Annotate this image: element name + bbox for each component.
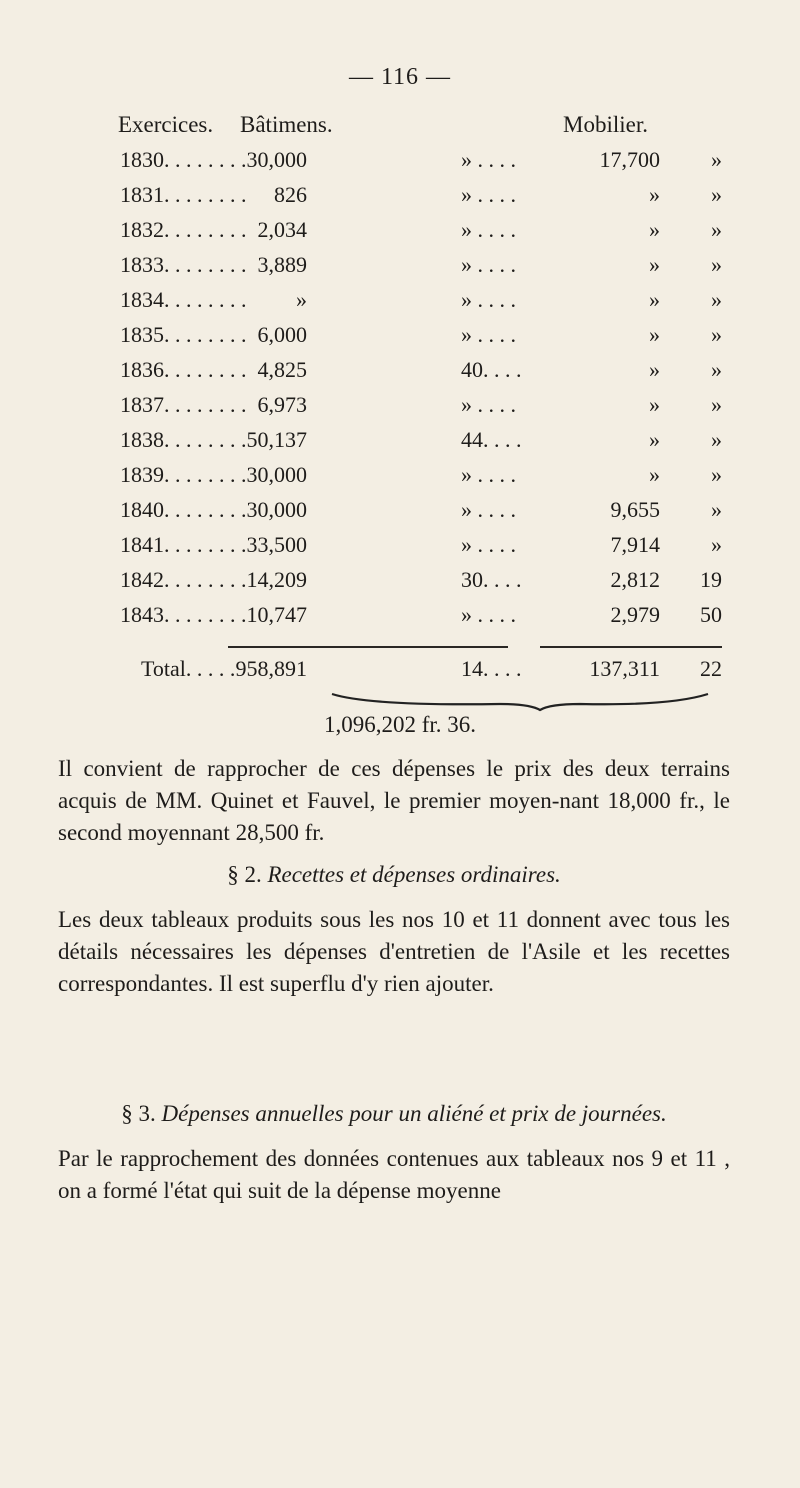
mobilier-cell: 17,700 [599,147,660,172]
mobilier-cell: 7,914 [610,532,660,557]
mobilier-cell: » [649,427,660,452]
batimens-cents-cell: » . . . . [461,217,516,242]
grand-total: 1,096,202 fr. 36. [323,712,477,737]
batimens-cell: 33,500 [246,532,307,557]
batimens-cents-cell: » . . . . [461,322,516,347]
table-row [0,287,800,321]
section-heading-2 [58,862,730,888]
mobilier-cell: » [649,287,660,312]
section-number: § 2. [227,862,262,887]
total-row [0,656,800,690]
batimens-cell: 30,000 [246,147,307,172]
header-exercices: Exercices. [118,112,214,137]
year-cell: 1837. . . . . . . . [120,392,247,417]
section-title: Recettes et dépenses ordinaires. [267,862,561,887]
paragraph-terrains [58,753,730,849]
mobilier-cents-cell: 19 [700,567,722,592]
year-cell: 1840. . . . . . . . [120,497,247,522]
year-cell: 1836. . . . . . . . [120,357,247,382]
table-row [0,497,800,531]
paragraph-text: Il convient de rapprocher de ces dépenses le prix des deux terrains acquis de MM. Quinet et Fauvel, le premier moyen-nant 18,000 fr., le second moyennant 28,500 fr. [58,756,730,845]
table-row [0,602,800,636]
mobilier-cell: » [649,252,660,277]
mobilier-cents-cell: » [711,497,722,522]
batimens-cents-cell: » . . . . [461,462,516,487]
batimens-cents-cell: » . . . . [461,182,516,207]
year-cell: 1833. . . . . . . . [120,252,247,277]
table-row [0,427,800,461]
mobilier-cell: 2,812 [610,567,660,592]
batimens-cell: 30,000 [246,462,307,487]
batimens-cell: 50,137 [246,427,307,452]
mobilier-cell: » [649,462,660,487]
section-number: § 3. [121,1101,156,1126]
page-number: — 116 — [348,64,452,90]
mobilier-cell: » [649,322,660,347]
year-cell: 1832. . . . . . . . [120,217,247,242]
batimens-cell: 6,000 [257,322,307,347]
section-heading-3 [58,1101,730,1127]
batimens-cell: 14,209 [246,567,307,592]
section-title: Dépenses annuelles pour un aliéné et prix de journées. [161,1101,667,1126]
year-cell: 1835. . . . . . . . [120,322,247,347]
paragraph-rapprochement [58,1143,730,1207]
year-cell: 1834. . . . . . . . [120,287,247,312]
table-row [0,252,800,286]
mobilier-cents-cell: » [711,427,722,452]
table-row [0,357,800,391]
total-rule-right [540,646,722,648]
total-batimens-cents: 14. . . . [461,656,522,681]
batimens-cell: 2,034 [257,217,307,242]
paragraph-text: Les deux tableaux produits sous les nos 10 et 11 donnent avec tous les détails nécessaires les dépenses d'entretien de l'Asile et les recettes correspondantes. Il est superflu d'y rien ajouter. [58,907,730,996]
mobilier-cents-cell: » [711,532,722,557]
batimens-cell: 826 [274,182,307,207]
year-cell: 1842. . . . . . . . [120,567,247,592]
year-cell: 1831. . . . . . . . [120,182,247,207]
batimens-cents-cell: » . . . . [461,147,516,172]
mobilier-cents-cell: » [711,287,722,312]
batimens-cents-cell: 44. . . . [461,427,522,452]
paragraph-tableaux [58,904,730,1000]
total-mobilier-cents: 22 [700,656,722,681]
total-label: Total. . . . . [141,656,236,681]
mobilier-cents-cell: » [711,252,722,277]
mobilier-cell: » [649,182,660,207]
mobilier-cents-cell: » [711,217,722,242]
year-cell: 1839. . . . . . . . [120,462,247,487]
total-brace [330,692,710,712]
mobilier-cents-cell: » [711,322,722,347]
batimens-cents-cell: 30. . . . [461,567,522,592]
mobilier-cents-cell: 50 [700,602,722,627]
header-batimens: Bâtimens. [240,112,333,137]
batimens-cell: 30,000 [246,497,307,522]
batimens-cents-cell: » . . . . [461,252,516,277]
mobilier-cents-cell: » [711,357,722,382]
batimens-cell: 6,973 [257,392,307,417]
mobilier-cell: 2,979 [610,602,660,627]
table-row [0,182,800,216]
mobilier-cell: » [649,217,660,242]
table-row [0,567,800,601]
year-cell: 1841. . . . . . . . [120,532,247,557]
mobilier-cents-cell: » [711,392,722,417]
mobilier-cents-cell: » [711,147,722,172]
mobilier-cell: 9,655 [610,497,660,522]
batimens-cents-cell: 40. . . . [461,357,522,382]
table-row [0,392,800,426]
batimens-cents-cell: » . . . . [461,392,516,417]
batimens-cell: 10,747 [246,602,307,627]
batimens-cell: 3,889 [257,252,307,277]
table-row [0,532,800,566]
table-row [0,462,800,496]
mobilier-cell: » [649,357,660,382]
mobilier-cents-cell: » [711,462,722,487]
batimens-cents-cell: » . . . . [461,602,516,627]
total-rule-left [228,646,508,648]
total-mobilier: 137,311 [589,656,660,681]
batimens-cents-cell: » . . . . [461,287,516,312]
year-cell: 1838. . . . . . . . [120,427,247,452]
year-cell: 1843. . . . . . . . [120,602,247,627]
mobilier-cents-cell: » [711,182,722,207]
table-row [0,217,800,251]
batimens-cents-cell: » . . . . [461,497,516,522]
year-cell: 1830. . . . . . . . [120,147,247,172]
total-batimens: 958,891 [235,656,307,681]
batimens-cell: 4,825 [257,357,307,382]
table-row [0,322,800,356]
batimens-cents-cell: » . . . . [461,532,516,557]
batimens-cell: » [296,287,307,312]
mobilier-cell: » [649,392,660,417]
paragraph-text: Par le rapprochement des données contenues aux tableaux nos 9 et 11 , on a formé l'état qui suit de la dépense moyenne [58,1146,730,1203]
table-row [0,147,800,181]
header-mobilier: Mobilier. [563,112,648,137]
